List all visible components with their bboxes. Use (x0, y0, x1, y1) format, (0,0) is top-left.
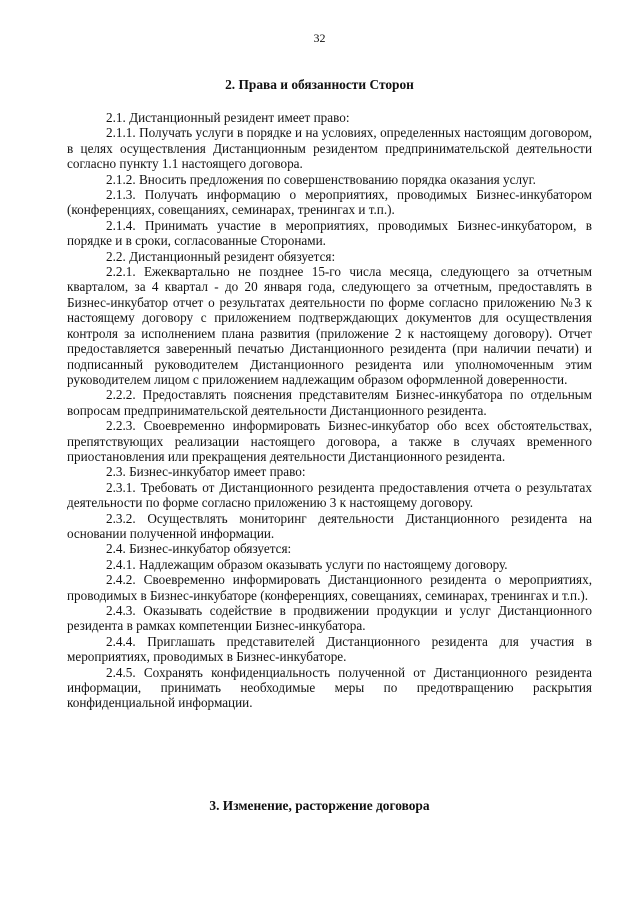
clause-2-2-1: 2.2.1. Ежеквартально не позднее 15-го числа месяца, следующего за отчетным кварталом, за 4 квартал - до 20 января года, следующего за отчетным, предоставлять в Бизнес-инкубатор отчет о результатах деятельности по форме согласно приложению №3 к настоящему договору с приложением подтверждающих документов для осуществления контроля за исполнением плана развития (приложение 2 к настоящему договору). Отчет предоставляется заверенный печатью Дистанционного резидента (при наличии печати) и подписанный руководителем Дистанционного резидента или уполномоченным этим руководителем лицом с приложением надлежащим образом оформленной доверенности. (67, 264, 592, 387)
clause-2-4-2: 2.4.2. Своевременно информировать Дистанционного резидента о мероприятиях, проводимых в Бизнес-инкубаторе (конференциях, совещаниях, семинарах, тренингах и т.п.). (67, 572, 592, 603)
section-3-title: 3. Изменение, расторжение договора (209, 798, 430, 813)
clause-2-4-3: 2.4.3. Оказывать содействие в продвижении продукции и услуг Дистанционного резидента в рамках компетенции Бизнес-инкубатора. (67, 603, 592, 634)
clause-2-1-1: 2.1.1. Получать услуги в порядке и на условиях, определенных настоящим договором, в целях осуществления Дистанционным резидентом предпринимательской деятельности согласно пункту 1.1 настоящего договора. (67, 125, 592, 172)
clause-2-3-2: 2.3.2. Осуществлять мониторинг деятельности Дистанционного резидента на основании полученной информации. (67, 510, 592, 541)
clause-2-4: 2.4. Бизнес-инкубатор обязуется: (106, 541, 292, 557)
clause-2-1: 2.1. Дистанционный резидент имеет право: (106, 110, 350, 125)
clause-2-1-3: 2.1.3. Получать информацию о мероприятиях, проводимых Бизнес-инкубатором (конференциях, совещаниях, семинарах, тренингах и т.п.). (67, 187, 592, 218)
clause-2-1-4: 2.1.4. Принимать участие в мероприятиях, проводимых Бизнес-инкубатором, в порядке и в сроки, согласованные Сторонами. (67, 217, 592, 249)
section-2-title: 2. Права и обязанности Сторон (225, 77, 414, 92)
clause-2-2-3: 2.2.3. Своевременно информировать Бизнес-инкубатор обо всех обстоятельствах, препятствующих реализации настоящего договора, а также в случаях временного приостановления или прекращения деятельности Дистанционного резидента. (67, 418, 592, 464)
clause-2-2-2: 2.2.2. Предоставлять пояснения представителям Бизнес-инкубатора по отдельным вопросам предпринимательской деятельности Дистанционного резидента. (67, 387, 592, 418)
clause-2-3: 2.3. Бизнес-инкубатор имеет право: (106, 464, 306, 480)
section-2-body (67, 110, 592, 711)
page-number: 32 (313, 31, 326, 45)
clause-2-4-1: 2.4.1. Надлежащим образом оказывать услуги по настоящему договору. (106, 556, 508, 572)
clause-2-3-1: 2.3.1. Требовать от Дистанционного резидента предоставления отчета о результатах деятельности по форме согласно приложению 3 к настоящему договору. (67, 479, 592, 511)
clause-2-1-2: 2.1.2. Вносить предложения по совершенствованию порядка оказания услуг. (106, 171, 536, 187)
clause-2-4-4: 2.4.4. Приглашать представителей Дистанционного резидента для участия в мероприятиях, проводимых в Бизнес-инкубаторе. (67, 633, 592, 665)
clause-2-2: 2.2. Дистанционный резидент обязуется: (106, 248, 336, 264)
clause-2-4-5: 2.4.5. Сохранять конфиденциальность полученной от Дистанционного резидента информации, принимать необходимые меры по предотвращению раскрытия конфиденциальной информации. (67, 664, 592, 711)
